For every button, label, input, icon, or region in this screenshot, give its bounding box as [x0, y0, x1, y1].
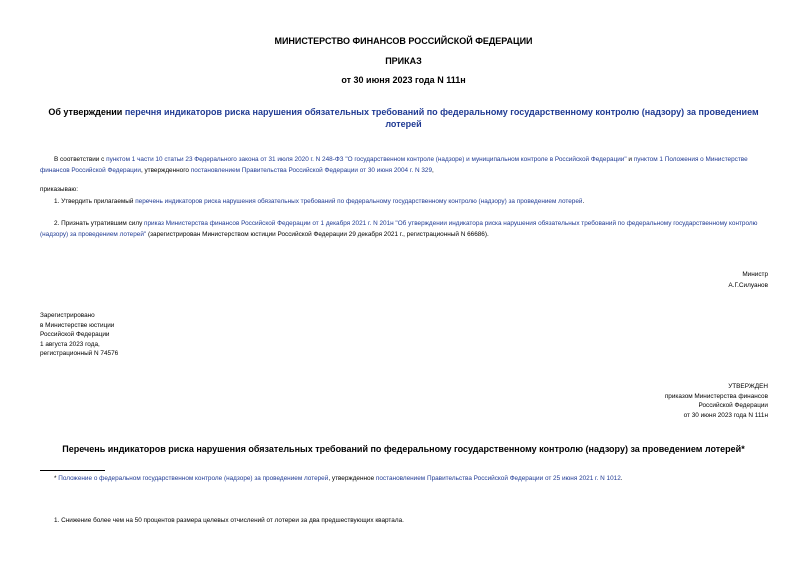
order-title — [40, 106, 767, 130]
item-1-text-1: 1. Утвердить прилагаемый — [54, 198, 136, 205]
registration-line-1: Зарегистрировано — [40, 312, 95, 319]
doc-date-number: от 30 июня 2023 года N 111н — [341, 75, 466, 85]
approved-line-1: УТВЕРЖДЕН — [728, 383, 768, 390]
ministry-heading: МИНИСТЕРСТВО ФИНАНСОВ РОССИЙСКОЙ ФЕДЕРАЦИИ — [274, 36, 533, 46]
resolution-1012-link[interactable]: постановлением Правительства Российской Федерации от 25 июня 2021 г. N 1012 — [375, 475, 621, 482]
registration-line-4: 1 августа 2023 года, — [40, 340, 100, 348]
indicator-1: 1. Снижение более чем на 50 процентов размера целевых отчислений от лотереи за два предшествующих квартала. — [54, 517, 404, 524]
preamble-text-4: , — [432, 167, 434, 174]
preamble-paragraph — [40, 154, 768, 176]
preamble-text-2: и — [626, 156, 634, 163]
registration-line-2: в Министерстве юстиции — [40, 321, 115, 329]
footnote-regulation-link[interactable]: Положение о федеральном государственном контроле (надзоре) за проведением лотерей — [58, 475, 329, 482]
approved-line-4: от 30 июня 2023 года N 111н — [683, 411, 768, 419]
item-1-link[interactable]: перечень индикаторов риска нарушения обязательных требований по федеральному государственному контролю (надзору) за проведением лотерей — [135, 198, 583, 205]
approved-line-3: Российской Федерации — [698, 402, 768, 410]
footnote — [54, 473, 768, 484]
preamble-text-1: В соответствии с — [54, 156, 107, 163]
title-link[interactable]: перечня индикаторов риска нарушения обязательных требований по федеральному государственному контролю (надзору) за проведением лотерей — [124, 107, 759, 129]
approved-block — [665, 382, 768, 420]
registration-line-3: Российской Федерации — [40, 331, 110, 339]
ministry-regulation-link[interactable]: пунктом 1 Положения о Министерстве финансов Российской Федерации — [40, 156, 748, 174]
preamble-text-3: , утвержденного — [140, 167, 191, 174]
footnote-separator — [40, 470, 105, 471]
order-word: приказываю: — [40, 186, 78, 193]
item-1-paragraph — [54, 196, 768, 207]
title-prefix: Об утверждении — [48, 107, 125, 117]
resolution-329-link[interactable]: постановлением Правительства Российской Федерации от 30 июня 2004 г. N 329 — [190, 167, 433, 174]
registration-line-5: регистрационный N 74576 — [40, 350, 119, 358]
item-1-text-2: . — [582, 198, 585, 205]
list-title: Перечень индикаторов риска нарушения обязательных требований по федеральному государственному контролю (надзору) за проведением лотерей* — [62, 444, 745, 454]
registration-block — [40, 311, 118, 359]
doc-type-heading: ПРИКАЗ — [385, 56, 422, 66]
signature-position: Министр — [742, 271, 768, 278]
footnote-star: * — [54, 475, 59, 482]
footnote-text-2: . — [620, 475, 623, 482]
footnote-text-1: , утвержденное — [328, 475, 376, 482]
order-201n-link[interactable]: приказ Министерства финансов Российской Федерации от 1 декабря 2021 г. N 201н "Об утверждении индикатора риска нарушения обязательных требований по федеральному государственному контролю (надзору) за проведением лотерей" — [40, 220, 758, 238]
law-248-link[interactable]: пунктом 1 части 10 статьи 23 Федерального закона от 31 июля 2020 г. N 248-ФЗ "О государственном контроле (надзоре) и муниципальном контроле в Российской Федерации" — [106, 156, 627, 163]
item-2-text-1: 2. Признать утратившим силу — [54, 220, 145, 227]
item-2-text-2: (зарегистрирован Министерством юстиции Российской Федерации 29 декабря 2021 г., регистрационный N 66686). — [146, 231, 489, 238]
approved-line-2: приказом Министерства финансов — [664, 392, 768, 400]
item-2-paragraph — [40, 218, 768, 240]
signature-name: А.Г.Силуанов — [728, 282, 768, 289]
